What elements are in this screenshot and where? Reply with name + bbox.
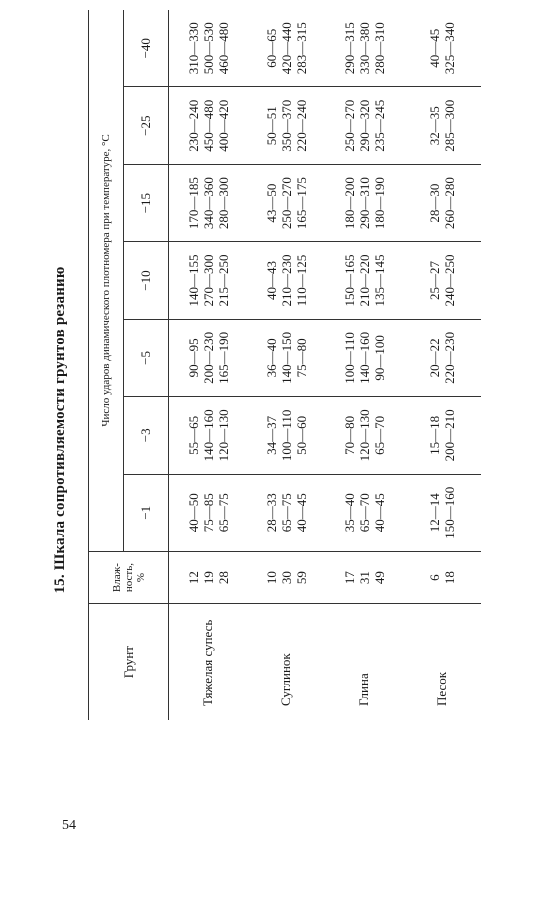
- impact-range: 250—270: [278, 177, 294, 230]
- value-cell: [247, 242, 325, 319]
- value-cell: [169, 164, 248, 241]
- value-cell: [403, 164, 481, 241]
- impact-range: 140—160: [356, 331, 372, 384]
- impact-range: 36—40: [263, 338, 279, 378]
- value-cell: [169, 474, 248, 551]
- impact-range: 165—190: [215, 331, 231, 384]
- impact-range: 235—245: [371, 99, 387, 152]
- impact-range: 28—30: [427, 183, 442, 223]
- value-cell: [325, 87, 403, 164]
- value-cell: [247, 87, 325, 164]
- header-temperature: −5: [124, 319, 169, 396]
- value-cell: [325, 10, 403, 87]
- value-cell: [247, 319, 325, 396]
- impact-range: 500—530: [200, 22, 216, 75]
- moisture-value: 19: [200, 571, 216, 585]
- impact-range: 290—310: [356, 177, 372, 230]
- impact-range: 180—200: [341, 177, 357, 230]
- impact-range: 140—155: [185, 254, 201, 307]
- impact-range: 200—210: [442, 409, 457, 462]
- value-cell: [325, 397, 403, 474]
- impact-range: 90—95: [185, 338, 201, 378]
- impact-range: 100—110: [341, 332, 357, 384]
- moisture-value: 49: [371, 571, 387, 585]
- impact-range: 35—40: [341, 493, 357, 533]
- impact-range: 65—70: [371, 415, 387, 455]
- impact-range: 250—270: [341, 99, 357, 152]
- impact-range: 165—175: [293, 177, 309, 230]
- moisture-value: 30: [278, 571, 294, 585]
- header-group: Число ударов динамического плотномера при температуре, °С: [89, 10, 124, 551]
- impact-range: 150—165: [341, 254, 357, 307]
- impact-range: 270—300: [200, 254, 216, 307]
- impact-range: 450—480: [200, 99, 216, 152]
- impact-range: 40—45: [371, 493, 387, 533]
- value-cell: [403, 474, 481, 551]
- impact-range: 180—190: [371, 177, 387, 230]
- value-cell: [169, 87, 248, 164]
- impact-range: 100—110: [278, 409, 294, 462]
- impact-range: 40—50: [185, 493, 201, 533]
- impact-range: 40—43: [263, 261, 279, 301]
- impact-range: 280—310: [371, 22, 387, 75]
- rotated-page-content: [52, 10, 532, 850]
- impact-range: 32—35: [427, 106, 442, 146]
- impact-range: 280—300: [215, 177, 231, 230]
- moisture-value: 17: [341, 571, 357, 585]
- moisture-value: 6: [427, 574, 442, 581]
- value-cell: [169, 397, 248, 474]
- impact-range: 215—250: [215, 254, 231, 307]
- moisture-value: 10: [263, 571, 279, 585]
- soil-name: Глина: [325, 604, 403, 720]
- impact-range: 55—65: [185, 415, 201, 455]
- value-cell: [169, 319, 248, 396]
- impact-range: 290—320: [356, 99, 372, 152]
- impact-range: 65—75: [215, 493, 231, 533]
- impact-range: 43—50: [263, 183, 279, 223]
- impact-range: 200—230: [200, 331, 216, 384]
- moisture-cell: [325, 551, 403, 603]
- moisture-cell: [403, 551, 481, 603]
- impact-range: 65—75: [278, 493, 294, 533]
- impact-range: 70—80: [341, 415, 357, 455]
- impact-range: 40—45: [427, 28, 442, 68]
- impact-range: 350—370: [278, 99, 294, 152]
- impact-range: 28—33: [263, 493, 279, 533]
- value-cell: [403, 242, 481, 319]
- impact-range: 110—125: [293, 254, 309, 307]
- impact-range: 75—85: [200, 493, 216, 533]
- impact-range: 210—220: [356, 254, 372, 307]
- impact-range: 340—360: [200, 177, 216, 230]
- header-moisture-line: %: [134, 573, 147, 583]
- impact-range: 15—18: [427, 415, 442, 455]
- soil-name: Суглинок: [247, 604, 325, 720]
- table-row: [247, 10, 325, 720]
- impact-range: 120—130: [215, 409, 231, 462]
- table-row: [403, 10, 481, 720]
- value-cell: [169, 10, 248, 87]
- impact-range: 170—185: [185, 177, 201, 230]
- impact-range: 420—440: [278, 22, 294, 75]
- value-cell: [169, 242, 248, 319]
- value-cell: [325, 474, 403, 551]
- value-cell: [325, 242, 403, 319]
- value-cell: [247, 164, 325, 241]
- impact-range: 230—240: [185, 99, 201, 152]
- header-temperature: −3: [124, 397, 169, 474]
- impact-range: 20—22: [427, 338, 442, 378]
- header-moisture-line: ность,: [122, 563, 135, 593]
- header-temperature: −1: [124, 474, 169, 551]
- impact-range: 150—160: [442, 486, 457, 539]
- value-cell: [403, 319, 481, 396]
- value-cell: [247, 474, 325, 551]
- value-cell: [403, 397, 481, 474]
- table-title: 15. Шкала сопротивляемости грунтов резанию: [52, 266, 68, 594]
- impact-range: 12—14: [427, 493, 442, 533]
- soil-name: Песок: [403, 604, 481, 720]
- impact-range: 460—480: [215, 22, 231, 75]
- header-moisture: [89, 551, 169, 603]
- header-temperature: −25: [124, 87, 169, 164]
- impact-range: 260—280: [442, 177, 457, 230]
- value-cell: [247, 10, 325, 87]
- value-cell: [403, 10, 481, 87]
- impact-range: 65—70: [356, 493, 372, 533]
- impact-range: 50—51: [263, 106, 279, 146]
- impact-range: 220—230: [442, 331, 457, 384]
- page-number: 54: [62, 818, 76, 833]
- impact-range: 400—420: [215, 99, 231, 152]
- impact-range: 283—315: [293, 22, 309, 75]
- value-cell: [403, 87, 481, 164]
- table-row: [169, 10, 248, 720]
- header-temperature: −40: [124, 10, 169, 87]
- impact-range: 310—330: [185, 22, 201, 75]
- moisture-value: 31: [356, 571, 372, 585]
- moisture-value: 18: [442, 571, 457, 585]
- impact-range: 325—340: [442, 22, 457, 75]
- soil-name: Тяжелая супесь: [169, 604, 248, 720]
- impact-range: 140—160: [200, 409, 216, 462]
- moisture-cell: [247, 551, 325, 603]
- moisture-value: 28: [215, 571, 231, 585]
- impact-range: 240—250: [442, 254, 457, 307]
- impact-range: 290—315: [341, 22, 357, 75]
- header-moisture-line: Влаж-: [110, 563, 123, 593]
- impact-range: 135—145: [371, 254, 387, 307]
- resistance-table: [88, 10, 481, 720]
- value-cell: [325, 164, 403, 241]
- impact-range: 220—240: [293, 99, 309, 152]
- value-cell: [325, 319, 403, 396]
- impact-range: 34—37: [263, 415, 279, 455]
- impact-range: 60—65: [263, 28, 279, 68]
- impact-range: 285—300: [442, 99, 457, 152]
- header-temperature: −15: [124, 164, 169, 241]
- header-soil: Грунт: [89, 604, 169, 720]
- impact-range: 50—60: [293, 415, 309, 455]
- moisture-value: 59: [293, 571, 309, 585]
- impact-range: 90—100: [371, 335, 387, 381]
- impact-range: 330—380: [356, 22, 372, 75]
- header-temperature: −10: [124, 242, 169, 319]
- impact-range: 120—130: [356, 409, 372, 462]
- impact-range: 140—150: [278, 331, 294, 384]
- moisture-value: 12: [185, 571, 201, 585]
- table-row: [325, 10, 403, 720]
- value-cell: [247, 397, 325, 474]
- impact-range: 210—230: [278, 254, 294, 307]
- moisture-cell: [169, 551, 248, 603]
- impact-range: 40—45: [293, 493, 309, 533]
- impact-range: 75—80: [293, 338, 309, 378]
- impact-range: 25—27: [427, 261, 442, 301]
